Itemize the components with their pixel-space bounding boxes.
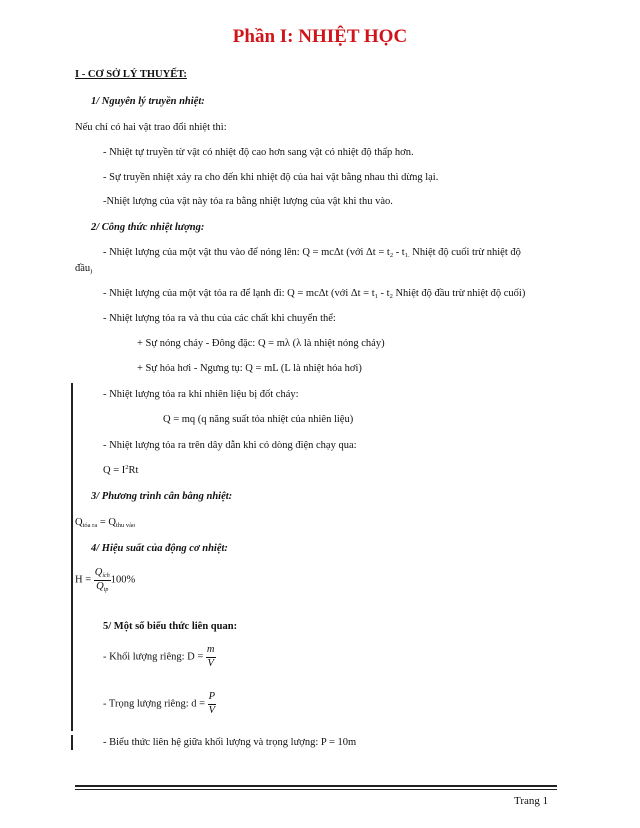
specific-weight-formula: - Trọng lượng riêng: d = $\frac{P}{V}$	[103, 691, 216, 716]
left-margin-bar	[71, 383, 73, 731]
heading-engine-efficiency: 4/ Hiệu suất của động cơ nhiệt:	[91, 543, 228, 554]
efficiency-fraction: $\frac{Q_{ích}}{Q_{tp}}$	[94, 567, 110, 593]
joule-heat-formula: $Q = I^2Rt$	[103, 464, 139, 476]
mass-weight-relation: - Biểu thức liên hệ giữa khối lượng và trọng lượng: P = 10m	[103, 737, 357, 748]
density-formula: - Khối lượng riêng: D = $\frac{m}{V}$	[103, 644, 215, 669]
vaporization-formula: + Sự hóa hơi - Ngưng tụ: Q = mL (L là nhiệt hóa hơi)	[137, 363, 362, 374]
formula-release-line: - Nhiệt lượng của một vật tỏa ra để lạnh đi: Q = mcΔt (với $\Delta t = t_1 - t_2$ Nhiệt độ đầu trừ nhiệt độ cuối)	[103, 288, 526, 300]
fuel-heat-formula: Q = mq (q năng suất tỏa nhiệt của nhiên liệu)	[163, 414, 354, 425]
formula-absorb-wrap: đầu$_)$	[75, 263, 93, 275]
heading-heat-formula: 2/ Công thức nhiệt lượng:	[91, 222, 205, 233]
joule-heat-intro: - Nhiệt lượng tỏa ra trên dây dẫn khi có dòng điện chạy qua:	[103, 440, 357, 451]
melting-formula: + Sự nóng chảy - Đông đặc: Q = mλ (λ là nhiệt nóng chảy)	[137, 338, 385, 349]
principle-item-1: - Nhiệt tự truyền từ vật có nhiệt độ cao hơn sang vật có nhiệt độ thấp hơn.	[103, 147, 414, 158]
page-title: Phần I: NHIỆT HỌC	[232, 26, 408, 47]
principle-intro: Nếu chỉ có hai vật trao đổi nhiệt thì:	[75, 122, 227, 133]
fuel-heat-intro: - Nhiệt lượng tỏa ra khi nhiên liệu bị đốt cháy:	[103, 389, 299, 400]
left-margin-bar-short	[71, 735, 73, 750]
phase-change-intro: - Nhiệt lượng tỏa ra và thu của các chất khi chuyển thể:	[103, 313, 336, 324]
footer-rule-thick	[75, 785, 557, 787]
efficiency-formula: H = $\frac{Q_{ích}}{Q_{tp}}$ 100%	[75, 567, 136, 593]
heading-heat-transfer-principle: 1/ Nguyên lý truyền nhiệt:	[91, 96, 205, 107]
density-fraction: $\frac{m}{V}$	[206, 644, 215, 669]
heading-heat-balance: 3/ Phương trình cân bằng nhiệt:	[91, 491, 233, 502]
principle-item-3: -Nhiệt lượng của vật này tỏa ra bằng nhiệt lượng của vật khi thu vào.	[103, 196, 393, 207]
principle-item-2: - Sự truyền nhiệt xảy ra cho đến khi nhiệt độ của hai vật bằng nhau thì dừng lại.	[103, 172, 439, 183]
heading-related-expressions: 5/ Một số biểu thức liên quan:	[103, 621, 238, 632]
footer-rule-thin	[75, 789, 557, 790]
section-heading-theory: I - CƠ SỞ LÝ THUYẾT:	[75, 69, 187, 80]
heat-balance-equation: $Q_{tỏa ra} = Q_{thu vào}$	[75, 517, 136, 529]
specific-weight-fraction: $\frac{P}{V}$	[208, 691, 216, 716]
page-number: Trang 1	[514, 795, 549, 807]
formula-absorb-line: - Nhiệt lượng của một vật thu vào để nóng lên: Q = mcΔt (với $\Delta t = t_2 - t_{1.}$ Nhiệt độ cuối trừ nhiệt độ	[103, 247, 521, 259]
